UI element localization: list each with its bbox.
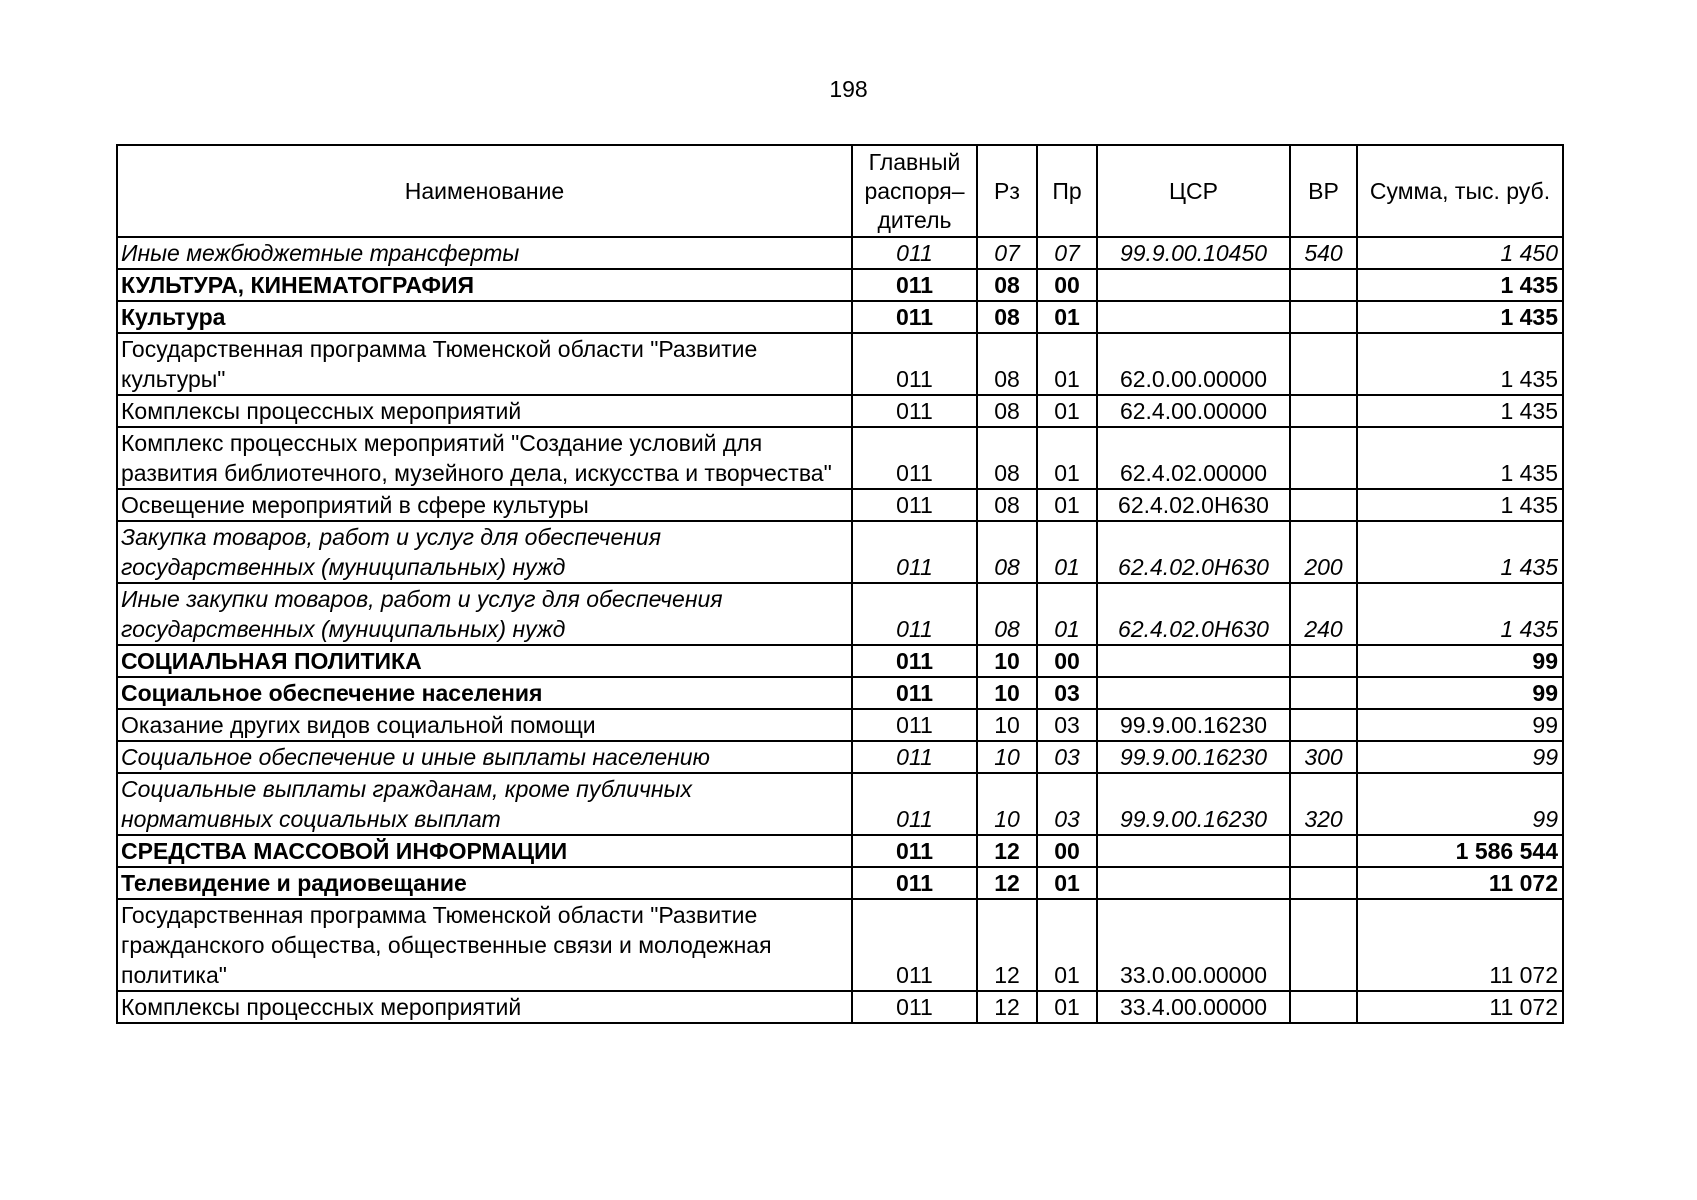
cell-pr: 01 — [1037, 301, 1097, 333]
cell-pr: 01 — [1037, 583, 1097, 645]
cell-main-manager: 011 — [852, 583, 977, 645]
cell-sum: 1 435 — [1357, 427, 1563, 489]
table-row — [117, 741, 1563, 773]
cell-csr — [1097, 301, 1290, 333]
cell-pr: 00 — [1037, 645, 1097, 677]
cell-rz: 08 — [977, 427, 1037, 489]
cell-main-manager: 011 — [852, 991, 977, 1023]
table-row — [117, 333, 1563, 395]
cell-sum: 1 435 — [1357, 395, 1563, 427]
cell-csr — [1097, 835, 1290, 867]
cell-sum: 1 435 — [1357, 301, 1563, 333]
cell-pr: 00 — [1037, 269, 1097, 301]
cell-csr: 99.9.00.16230 — [1097, 773, 1290, 835]
cell-sum: 99 — [1357, 677, 1563, 709]
cell-vr — [1290, 709, 1357, 741]
cell-vr — [1290, 645, 1357, 677]
cell-main-manager: 011 — [852, 835, 977, 867]
cell-vr: 540 — [1290, 237, 1357, 269]
table-row — [117, 427, 1563, 489]
cell-rz: 12 — [977, 899, 1037, 991]
cell-rz: 07 — [977, 237, 1037, 269]
cell-main-manager: 011 — [852, 395, 977, 427]
cell-sum: 1 435 — [1357, 489, 1563, 521]
cell-vr — [1290, 867, 1357, 899]
cell-name: КУЛЬТУРА, КИНЕМАТОГРАФИЯ — [117, 269, 852, 301]
cell-csr: 99.9.00.16230 — [1097, 741, 1290, 773]
cell-pr: 01 — [1037, 395, 1097, 427]
cell-csr: 99.9.00.16230 — [1097, 709, 1290, 741]
cell-pr: 01 — [1037, 521, 1097, 583]
table-row — [117, 237, 1563, 269]
cell-csr: 62.0.00.00000 — [1097, 333, 1290, 395]
cell-csr — [1097, 677, 1290, 709]
cell-name: Комплексы процессных мероприятий — [117, 395, 852, 427]
table-row — [117, 395, 1563, 427]
cell-vr: 300 — [1290, 741, 1357, 773]
cell-csr: 62.4.00.00000 — [1097, 395, 1290, 427]
cell-csr — [1097, 867, 1290, 899]
cell-pr: 01 — [1037, 427, 1097, 489]
cell-csr — [1097, 645, 1290, 677]
cell-csr: 99.9.00.10450 — [1097, 237, 1290, 269]
cell-name: СРЕДСТВА МАССОВОЙ ИНФОРМАЦИИ — [117, 835, 852, 867]
cell-sum: 1 450 — [1357, 237, 1563, 269]
cell-name: Закупка товаров, работ и услуг для обеспечения государственных (муниципальных) нужд — [117, 521, 852, 583]
cell-rz: 08 — [977, 269, 1037, 301]
cell-pr: 03 — [1037, 677, 1097, 709]
cell-main-manager: 011 — [852, 709, 977, 741]
table-row — [117, 991, 1563, 1023]
cell-vr — [1290, 991, 1357, 1023]
cell-sum: 99 — [1357, 773, 1563, 835]
cell-rz: 08 — [977, 333, 1037, 395]
cell-vr — [1290, 835, 1357, 867]
cell-pr: 00 — [1037, 835, 1097, 867]
cell-name: Оказание других видов социальной помощи — [117, 709, 852, 741]
cell-main-manager: 011 — [852, 333, 977, 395]
cell-csr: 62.4.02.0Н630 — [1097, 583, 1290, 645]
budget-table — [116, 144, 1564, 1024]
cell-pr: 03 — [1037, 741, 1097, 773]
cell-name: Социальное обеспечение населения — [117, 677, 852, 709]
cell-vr: 240 — [1290, 583, 1357, 645]
table-row — [117, 709, 1563, 741]
table-row — [117, 269, 1563, 301]
header-csr: ЦСР — [1097, 145, 1290, 237]
table-row — [117, 583, 1563, 645]
cell-rz: 12 — [977, 835, 1037, 867]
cell-main-manager: 011 — [852, 269, 977, 301]
cell-pr: 03 — [1037, 709, 1097, 741]
cell-sum: 99 — [1357, 741, 1563, 773]
cell-name: Государственная программа Тюменской области "Развитие культуры" — [117, 333, 852, 395]
cell-rz: 10 — [977, 741, 1037, 773]
cell-name: Телевидение и радиовещание — [117, 867, 852, 899]
table-row — [117, 301, 1563, 333]
cell-vr — [1290, 333, 1357, 395]
cell-main-manager: 011 — [852, 899, 977, 991]
cell-main-manager: 011 — [852, 645, 977, 677]
cell-pr: 01 — [1037, 489, 1097, 521]
cell-vr — [1290, 301, 1357, 333]
cell-csr: 62.4.02.0Н630 — [1097, 489, 1290, 521]
cell-name: Освещение мероприятий в сфере культуры — [117, 489, 852, 521]
cell-rz: 08 — [977, 521, 1037, 583]
cell-vr: 200 — [1290, 521, 1357, 583]
table-body — [117, 237, 1563, 1023]
cell-rz: 08 — [977, 395, 1037, 427]
cell-name: Иные закупки товаров, работ и услуг для обеспечения государственных (муниципальных) нужд — [117, 583, 852, 645]
cell-rz: 12 — [977, 991, 1037, 1023]
cell-main-manager: 011 — [852, 521, 977, 583]
header-pr: Пр — [1037, 145, 1097, 237]
cell-name: Государственная программа Тюменской области "Развитие гражданского общества, общественные связи и молодежная политика" — [117, 899, 852, 991]
cell-sum: 1 435 — [1357, 269, 1563, 301]
cell-pr: 01 — [1037, 991, 1097, 1023]
cell-vr — [1290, 899, 1357, 991]
cell-pr: 01 — [1037, 899, 1097, 991]
cell-vr — [1290, 489, 1357, 521]
cell-name: Социальные выплаты гражданам, кроме публичных нормативных социальных выплат — [117, 773, 852, 835]
cell-name: Социальное обеспечение и иные выплаты населению — [117, 741, 852, 773]
cell-rz: 10 — [977, 709, 1037, 741]
cell-main-manager: 011 — [852, 741, 977, 773]
cell-main-manager: 011 — [852, 677, 977, 709]
cell-csr: 62.4.02.0Н630 — [1097, 521, 1290, 583]
cell-pr: 03 — [1037, 773, 1097, 835]
cell-rz: 10 — [977, 773, 1037, 835]
header-name: Наименование — [117, 145, 852, 237]
table-row — [117, 521, 1563, 583]
cell-main-manager: 011 — [852, 489, 977, 521]
cell-rz: 08 — [977, 489, 1037, 521]
table-row — [117, 677, 1563, 709]
cell-main-manager: 011 — [852, 773, 977, 835]
cell-sum: 1 435 — [1357, 333, 1563, 395]
cell-rz: 08 — [977, 301, 1037, 333]
header-sum: Сумма, тыс. руб. — [1357, 145, 1563, 237]
cell-vr — [1290, 269, 1357, 301]
cell-rz: 08 — [977, 583, 1037, 645]
cell-pr: 07 — [1037, 237, 1097, 269]
cell-pr: 01 — [1037, 867, 1097, 899]
cell-sum: 99 — [1357, 709, 1563, 741]
cell-sum: 11 072 — [1357, 867, 1563, 899]
cell-sum: 99 — [1357, 645, 1563, 677]
cell-rz: 12 — [977, 867, 1037, 899]
cell-vr — [1290, 427, 1357, 489]
cell-rz: 10 — [977, 645, 1037, 677]
table-row — [117, 867, 1563, 899]
table-row — [117, 773, 1563, 835]
cell-sum: 1 435 — [1357, 521, 1563, 583]
cell-vr — [1290, 395, 1357, 427]
table-row — [117, 645, 1563, 677]
cell-sum: 11 072 — [1357, 899, 1563, 991]
table-row — [117, 835, 1563, 867]
cell-vr — [1290, 677, 1357, 709]
cell-csr: 62.4.02.00000 — [1097, 427, 1290, 489]
cell-vr: 320 — [1290, 773, 1357, 835]
cell-csr: 33.4.00.00000 — [1097, 991, 1290, 1023]
header-main-manager: Главный распоря– дитель — [852, 145, 977, 237]
table-row — [117, 899, 1563, 991]
cell-rz: 10 — [977, 677, 1037, 709]
cell-name: Комплексы процессных мероприятий — [117, 991, 852, 1023]
cell-main-manager: 011 — [852, 867, 977, 899]
cell-name: Иные межбюджетные трансферты — [117, 237, 852, 269]
cell-sum: 11 072 — [1357, 991, 1563, 1023]
cell-main-manager: 011 — [852, 237, 977, 269]
cell-csr — [1097, 269, 1290, 301]
cell-csr: 33.0.00.00000 — [1097, 899, 1290, 991]
cell-name: Комплекс процессных мероприятий "Создание условий для развития библиотечного, музейного дела, искусства и творчества" — [117, 427, 852, 489]
page-number: 198 — [829, 76, 868, 102]
cell-name: СОЦИАЛЬНАЯ ПОЛИТИКА — [117, 645, 852, 677]
cell-main-manager: 011 — [852, 301, 977, 333]
cell-sum: 1 435 — [1357, 583, 1563, 645]
table-row — [117, 489, 1563, 521]
cell-pr: 01 — [1037, 333, 1097, 395]
cell-main-manager: 011 — [852, 427, 977, 489]
cell-name: Культура — [117, 301, 852, 333]
table-header-row — [117, 145, 1563, 237]
cell-sum: 1 586 544 — [1357, 835, 1563, 867]
header-rz: Рз — [977, 145, 1037, 237]
header-vr: ВР — [1290, 145, 1357, 237]
